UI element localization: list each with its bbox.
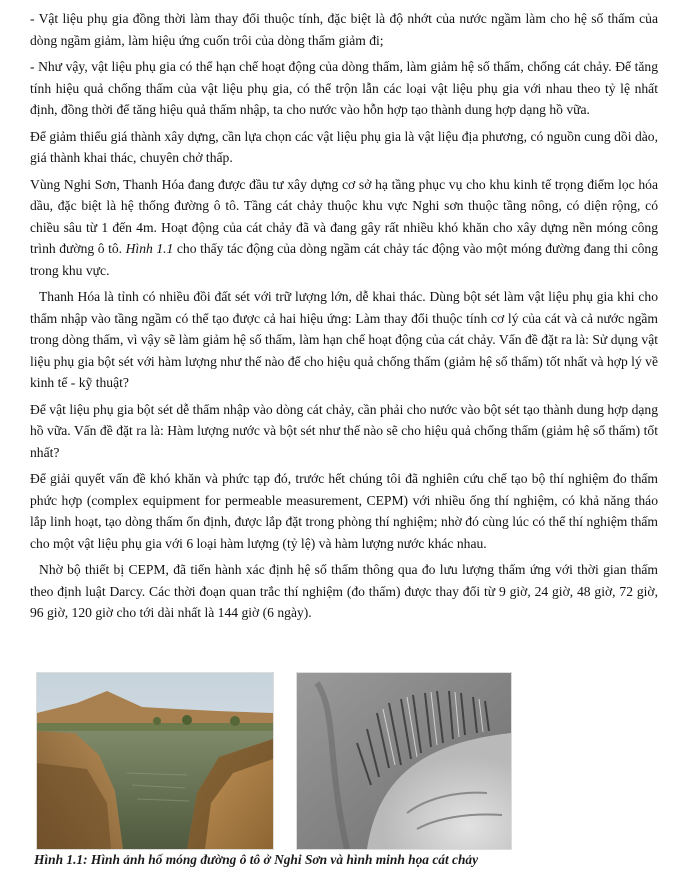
body-text — [30, 8, 658, 629]
paragraph-4-text-after: cho thấy tác động của dòng ngầm cát chảy tác động vào một móng đường đang thi công trong khu vực. — [30, 241, 659, 278]
paragraph-5: Thanh Hóa là tỉnh có nhiều đồi đất sét với trữ lượng lớn, dễ khai thác. Dùng bột sét làm vật liệu phụ gia khi cho thẩm nhập vào tầng ngầm có thể tạo được cả hai hiệu ứng: Làm thay đổi thuộc tính cơ lý của cát và cả nước ngầm trong dòng thấm, vì vậy sẽ làm giảm hệ số thấm, làm hạn chế hoạt động của cát chảy. Vấn đề đặt ra là: Sử dụng vật liệu phụ gia bột sét với hàm lượng như thế nào để cho hiệu quả chống thấm (giảm hệ số thấm) tốt nhất và hợp lý về kinh tế - kỹ thuật? — [30, 289, 658, 390]
figure-caption: Hình 1.1: Hình ảnh hố móng đường ô tô ở Nghi Sơn và hình minh họa cát chảy — [34, 852, 479, 867]
paragraph-3: Để giảm thiểu giá thành xây dựng, cần lựa chọn các vật liệu phụ gia là vật liệu địa phương, có nguồn cung dồi dào, giá thành khai thác, chuyên chở thấp. — [30, 128, 658, 165]
paragraph-4 — [30, 174, 658, 282]
excavation-pit-photo — [36, 672, 274, 850]
quicksand-illustration-photo — [296, 672, 512, 850]
paragraph-2: - Như vậy, vật liệu phụ gia có thể hạn chế hoạt động của dòng thấm, làm giảm hệ số thấm, chống cát chảy. Để tăng tính hiệu quả chống thấm của vật liệu phụ gia, có thể trộn lẫn các loại vật liệu phụ gia với nhau theo tỷ lệ nhất định, đồng thời để tăng hiệu quả thấm nhập, ta cho nước vào hỗn hợp tạo thành dung hợp dạng hồ vữa. — [30, 59, 658, 117]
paragraph-6: Để vật liệu phụ gia bột sét dễ thẩm nhập vào dòng cát chảy, cần phải cho nước vào bột sét tạo thành dung hợp dạng hồ vữa. Vấn đề đặt ra là: Hàm lượng nước và bột sét như thế nào sẽ cho hiệu quả chống thấm (giảm hệ số thấm) tốt nhất? — [30, 401, 658, 460]
paragraph-1: - Vật liệu phụ gia đồng thời làm thay đổi thuộc tính, đặc biệt là độ nhớt của nước ngầm làm cho hệ số thấm của dòng ngầm giảm, làm hiệu ứng cuốn trôi của dòng thấm giảm đi; — [30, 11, 658, 48]
figure-reference: Hình 1.1 — [125, 241, 174, 256]
paragraph-8: Nhờ bộ thiết bị CEPM, đã tiến hành xác định hệ số thấm thông qua đo lưu lượng thấm ứng với thời gian thấm theo định luật Darcy. Các thời đoạn quan trắc thí nghiệm (đo thấm) được thay đổi từ 9 giờ, 24 giờ, 48 giờ, 72 giờ, 96 giờ, 120 giờ cho tới dài nhất là 144 giờ (6 ngày). — [30, 562, 658, 620]
paragraph-4-text-before: Vùng Nghi Sơn, Thanh Hóa đang được đầu tư xây dựng cơ sở hạ tầng phục vụ cho khu kinh tế trọng điểm lọc hóa dầu, đặc biệt là hệ thống đường ô tô. Tầng cát chảy thuộc khu vực Nghi sơn thuộc tầng nông, có diện rộng, có chiều sâu từ 1 đến 4m. Hoạt động của cát chảy đã và đang gây rất nhiều khó khăn cho xây dựng nền móng công trình đường ô tô. — [30, 176, 658, 256]
paragraph-7: Để giải quyết vấn đề khó khăn và phức tạp đó, trước hết chúng tôi đã nghiên cứu chế tạo bộ thí nghiệm đo thấm phức hợp (complex equipment for permeable measurement, CEPM) với nhiều ống thí nghiệm, có khả năng tháo lắp linh hoạt, tạo dòng thấm ổn định, được lắp đặt trong phòng thí nghiệm; nhờ đó cùng lúc có thể thí nghiệm thấm cho một vật liệu phụ gia với 6 loại hàm lượng (tỷ lệ) và hàm lượng nước khác nhau. — [30, 471, 658, 551]
